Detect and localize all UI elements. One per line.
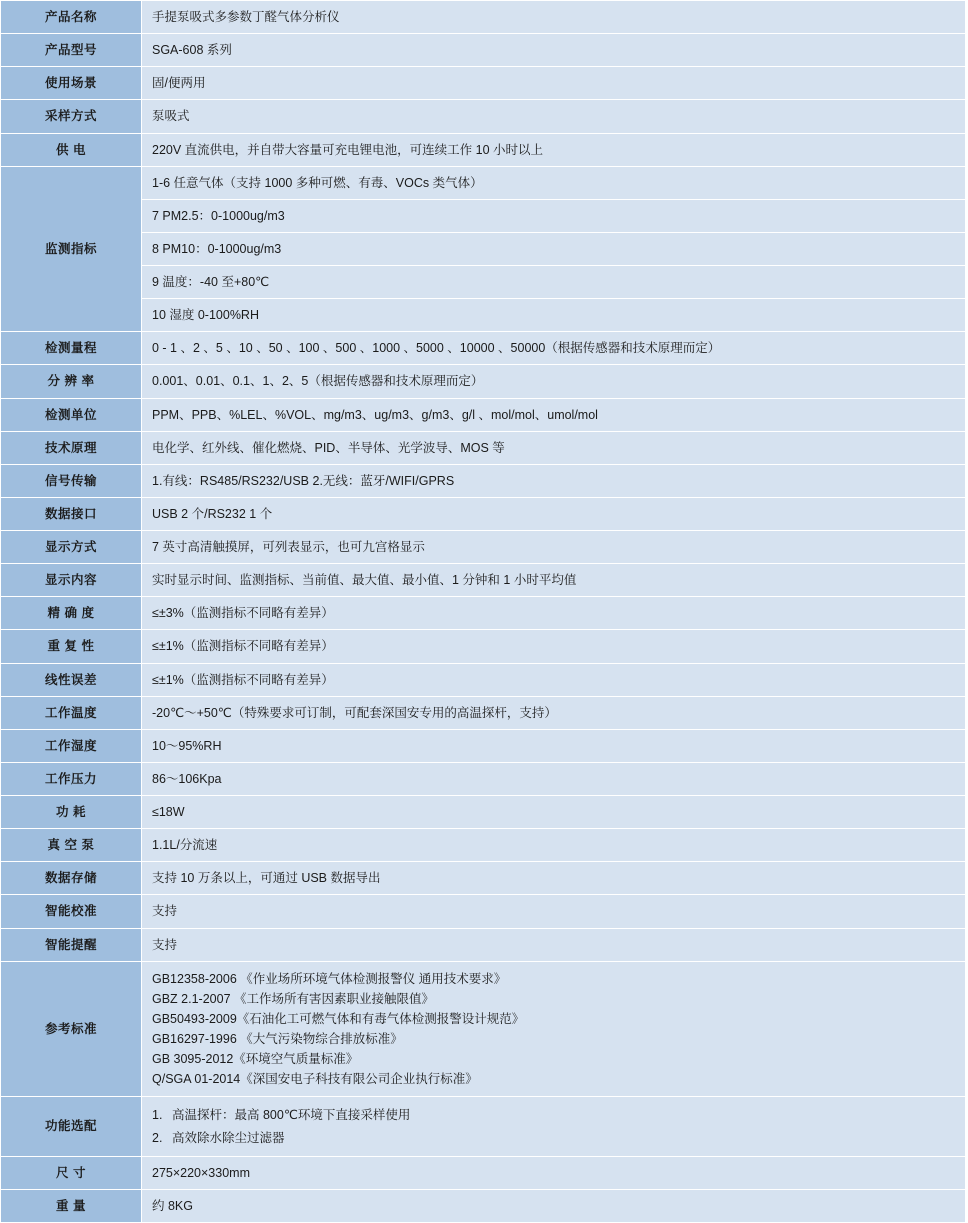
row-label-working-humidity: 工作湿度: [1, 729, 142, 762]
row-value-display-mode: 7 英寸高清触摸屏，可列表显示，也可九宫格显示: [142, 531, 966, 564]
row-value-sampling-method: 泵吸式: [142, 100, 966, 133]
row-value-dimensions: 275×220×330mm: [142, 1156, 966, 1189]
row-label-detection-range: 检测量程: [1, 332, 142, 365]
monitoring-indicator-item: 7 PM2.5：0-1000ug/m3: [142, 200, 965, 233]
row-value-accuracy: ≤±3%（监测指标不同略有差异）: [142, 597, 966, 630]
row-label-signal-transmission: 信号传输: [1, 464, 142, 497]
row-label-technical-principle: 技术原理: [1, 431, 142, 464]
row-label-detection-unit: 检测单位: [1, 398, 142, 431]
table-row: [1, 133, 966, 166]
row-value-resolution: 0.001、0.01、0.1、1、2、5（根据传感器和技术原理而定）: [142, 365, 966, 398]
table-row: [1, 928, 966, 961]
optional-function-text: 高效除水除尘过滤器: [172, 1130, 285, 1145]
row-value-product-name: 手提泵吸式多参数丁醛气体分析仪: [142, 1, 966, 34]
row-value-usage-scene: 固/便两用: [142, 67, 966, 100]
table-row: [1, 497, 966, 530]
row-value-working-pressure: 86～106Kpa: [142, 762, 966, 795]
row-label-display-mode: 显示方式: [1, 531, 142, 564]
row-label-working-pressure: 工作压力: [1, 762, 142, 795]
row-label-product-name: 产品名称: [1, 1, 142, 34]
row-label-power-supply: 供 电: [1, 133, 142, 166]
row-value-technical-principle: 电化学、红外线、催化燃烧、PID、半导体、光学波导、MOS 等: [142, 431, 966, 464]
row-value-display-content: 实时显示时间、监测指标、当前值、最大值、最小值、1 分钟和 1 小时平均值: [142, 564, 966, 597]
table-row: [1, 895, 966, 928]
reference-standard-line: Q/SGA 01-2014《深国安电子科技有限公司企业执行标准》: [152, 1072, 478, 1087]
row-value-working-humidity: 10～95%RH: [142, 729, 966, 762]
table-row: [1, 729, 966, 762]
table-row: [1, 431, 966, 464]
row-value-vacuum-pump: 1.1L/分流速: [142, 829, 966, 862]
table-row: [1, 1097, 966, 1156]
table-row: [1, 1, 966, 34]
optional-function-item: [152, 1127, 955, 1149]
table-row: [1, 1156, 966, 1189]
optional-function-number: 2.: [152, 1130, 163, 1145]
row-value-repeatability: ≤±1%（监测指标不同略有差异）: [142, 630, 966, 663]
row-value-product-model: SGA-608 系列: [142, 34, 966, 67]
row-label-accuracy: 精 确 度: [1, 597, 142, 630]
row-value-reference-standards: [142, 961, 966, 1097]
row-label-weight: 重 量: [1, 1189, 142, 1222]
monitoring-indicator-item: 9 温度：-40 至+80℃: [142, 266, 965, 299]
row-value-signal-transmission: 1.有线：RS485/RS232/USB 2.无线：蓝牙/WIFI/GPRS: [142, 464, 966, 497]
reference-standard-line: GB50493-2009《石油化工可燃气体和有毒气体检测报警设计规范》: [152, 1011, 525, 1026]
monitoring-indicator-item: 10 湿度 0-100%RH: [152, 308, 259, 323]
reference-standard-line: GB16297-1996 《大气污染物综合排放标准》: [152, 1032, 403, 1046]
row-label-power-consumption: 功 耗: [1, 796, 142, 829]
monitoring-indicator-item: 1-6 任意气体（支持 1000 多种可燃、有毒、VOCs 类气体）: [142, 167, 965, 200]
table-row: [1, 464, 966, 497]
table-row: [1, 365, 966, 398]
row-label-display-content: 显示内容: [1, 564, 142, 597]
table-row: [1, 630, 966, 663]
row-value-power-consumption: ≤18W: [142, 796, 966, 829]
table-row: [1, 531, 966, 564]
row-value-weight: 约 8KG: [142, 1189, 966, 1222]
table-row: [1, 663, 966, 696]
table-row: [1, 1189, 966, 1222]
row-label-data-interface: 数据接口: [1, 497, 142, 530]
reference-standard-line: GB12358-2006 《作业场所环境气体检测报警仪 通用技术要求》: [152, 971, 507, 986]
table-row: [1, 696, 966, 729]
optional-function-number: 1.: [152, 1108, 163, 1123]
row-label-resolution: 分 辨 率: [1, 365, 142, 398]
row-value-smart-reminder: 支持: [142, 928, 966, 961]
table-row: [1, 961, 966, 1097]
row-label-dimensions: 尺 寸: [1, 1156, 142, 1189]
row-label-optional-functions: 功能选配: [1, 1097, 142, 1156]
table-row: [1, 762, 966, 795]
row-value-working-temperature: -20℃～+50℃（特殊要求可订制，可配套深国安专用的高温探杆，支持）: [142, 696, 966, 729]
row-value-detection-unit: PPM、PPB、%LEL、%VOL、mg/m3、ug/m3、g/m3、g/l 、mol/mol、umol/mol: [142, 398, 966, 431]
optional-function-item: [152, 1104, 955, 1126]
reference-standard-line: GBZ 2.1-2007 《工作场所有害因素职业接触限值》: [152, 991, 434, 1006]
row-label-usage-scene: 使用场景: [1, 67, 142, 100]
row-label-linearity-error: 线性误差: [1, 663, 142, 696]
row-value-optional-functions: [142, 1097, 966, 1156]
row-label-smart-calibration: 智能校准: [1, 895, 142, 928]
table-row: [1, 398, 966, 431]
row-label-monitoring-indicators: 监测指标: [1, 166, 142, 332]
row-label-data-storage: 数据存储: [1, 862, 142, 895]
table-row: [1, 796, 966, 829]
row-value-power-supply: 220V 直流供电，并自带大容量可充电锂电池，可连续工作 10 小时以上: [142, 133, 966, 166]
row-label-smart-reminder: 智能提醒: [1, 928, 142, 961]
reference-standard-line: GB 3095-2012《环境空气质量标准》: [152, 1052, 359, 1067]
row-label-working-temperature: 工作温度: [1, 696, 142, 729]
row-label-product-model: 产品型号: [1, 34, 142, 67]
row-label-repeatability: 重 复 性: [1, 630, 142, 663]
row-value-monitoring-indicators: [142, 166, 966, 332]
row-label-reference-standards: 参考标准: [1, 961, 142, 1097]
table-row: [1, 564, 966, 597]
table-row: [1, 34, 966, 67]
row-value-detection-range: 0 - 1 、2 、5 、10 、50 、100 、500 、1000 、5000 、10000 、50000（根据传感器和技术原理而定）: [142, 332, 966, 365]
table-row: [1, 829, 966, 862]
table-row: [1, 332, 966, 365]
table-row: [1, 100, 966, 133]
row-label-sampling-method: 采样方式: [1, 100, 142, 133]
row-label-vacuum-pump: 真 空 泵: [1, 829, 142, 862]
table-row: [1, 862, 966, 895]
table-row: [1, 67, 966, 100]
table-row: [1, 597, 966, 630]
optional-function-text: 高温探杆：最高 800℃环境下直接采样使用: [172, 1108, 411, 1123]
monitoring-indicator-item: 8 PM10：0-1000ug/m3: [142, 233, 965, 266]
table-row: [1, 166, 966, 332]
row-value-data-storage: 支持 10 万条以上，可通过 USB 数据导出: [142, 862, 966, 895]
row-value-data-interface: USB 2 个/RS232 1 个: [142, 497, 966, 530]
row-value-linearity-error: ≤±1%（监测指标不同略有差异）: [142, 663, 966, 696]
row-value-smart-calibration: 支持: [142, 895, 966, 928]
